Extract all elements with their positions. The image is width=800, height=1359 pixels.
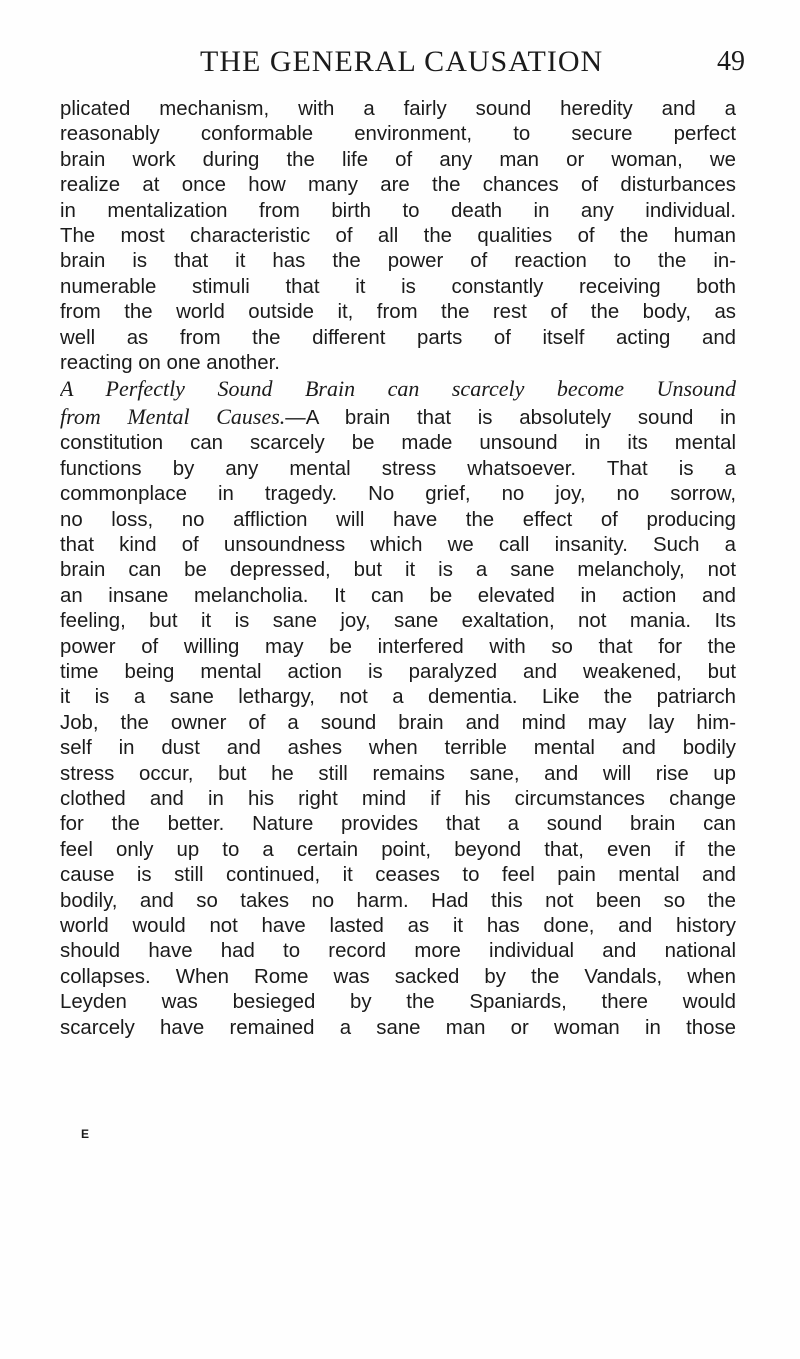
section-heading-italic: from Mental Causes. — [60, 403, 286, 429]
text-line: commonplace in tragedy. No grief, no joy, no sorrow, — [60, 483, 736, 506]
text-line: Leyden was besieged by the Spaniards, there would — [60, 991, 736, 1014]
text-line: it is a sane lethargy, not a dementia. Like the patriarch — [60, 686, 736, 709]
text-line: self in dust and ashes when terrible mental and bodily — [60, 737, 736, 760]
section-heading-line — [60, 376, 736, 403]
text-line: in mentalization from birth to death in any individual. — [60, 199, 736, 222]
text-line: no loss, no affliction will have the effect of producing — [60, 508, 736, 531]
text-line: world would not have lasted as it has done, and history — [60, 915, 736, 937]
text-line: collapses. When Rome was sacked by the Vandals, when — [60, 965, 736, 988]
heading-continuation: —A brain that is absolutely sound in — [285, 406, 736, 429]
text-line: an insane melancholia. It can be elevated in action and — [60, 584, 736, 607]
text-line: for the better. Nature provides that a sound brain can — [60, 813, 736, 836]
text-line: reasonably conformable environment, to secure perfect — [60, 123, 736, 146]
text-line — [60, 404, 736, 431]
text-line: realize at once how many are the chances of disturbances — [60, 174, 736, 197]
text-line: from the world outside it, from the rest of the body, as — [60, 301, 736, 324]
page-header — [95, 42, 745, 82]
page-number: 49 — [717, 46, 745, 77]
text-line: brain can be depressed, but it is a sane melancholy, not — [60, 559, 736, 582]
text-line: brain work during the life of any man or woman, we — [60, 148, 736, 171]
text-line: feeling, but it is sane joy, sane exaltation, not mania. Its — [60, 610, 736, 633]
body-text — [60, 97, 736, 1041]
text-line: numerable stimuli that it is constantly receiving both — [60, 275, 736, 298]
text-line: that kind of unsoundness which we call insanity. Such a — [60, 533, 736, 556]
signature-mark: E — [81, 1127, 91, 1141]
paragraph-2 — [60, 376, 736, 1041]
paragraph-1 — [60, 97, 736, 376]
text-line: feel only up to a certain point, beyond that, even if the — [60, 838, 736, 861]
text-line: power of willing may be interfered with so that for the — [60, 635, 736, 658]
text-line: should have had to record more individual and national — [60, 940, 736, 963]
text-line: plicated mechanism, with a fairly sound heredity and a — [60, 98, 736, 120]
text-line: The most characteristic of all the qualities of the human — [60, 225, 736, 248]
text-line: brain is that it has the power of reaction to the in- — [60, 250, 736, 273]
text-line: bodily, and so takes no harm. Had this not been so the — [60, 889, 736, 912]
section-heading-italic: A Perfectly Sound Brain can scarcely become Unsound — [60, 376, 736, 402]
text-line: scarcely have remained a sane man or woman in those — [60, 1016, 736, 1039]
running-head: THE GENERAL CAUSATION — [200, 45, 604, 78]
text-line: well as from the different parts of itself acting and — [60, 326, 736, 349]
text-line: Job, the owner of a sound brain and mind may lay him- — [60, 711, 736, 734]
text-line: time being mental action is paralyzed and weakened, but — [60, 660, 736, 683]
text-line: clothed and in his right mind if his circumstances change — [60, 787, 736, 810]
text-line: stress occur, but he still remains sane, and will rise up — [60, 762, 736, 785]
text-line: functions by any mental stress whatsoever. That is a — [60, 457, 736, 480]
text-line: constitution can scarcely be made unsound in its mental — [60, 432, 736, 455]
text-line: cause is still continued, it ceases to feel pain mental and — [60, 864, 736, 887]
text-line: reacting on one another. — [60, 352, 280, 375]
